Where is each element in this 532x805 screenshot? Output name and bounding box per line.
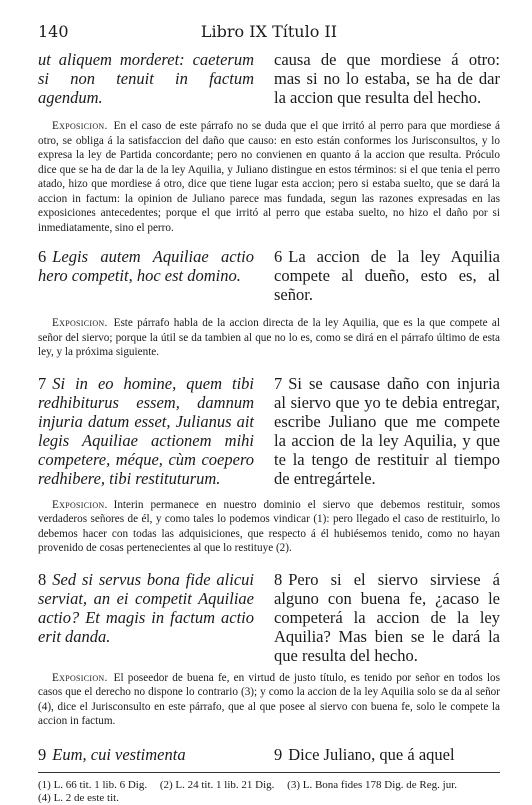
page-number: 140 <box>38 22 69 41</box>
spanish-text: Dice Juliano, que á aquel <box>288 744 455 764</box>
exposicion-text: El poseedor de buena fe, en virtud de justo título, es tenido por señor en todos los casos que el derecho no dispone lo contrario (3); y como la accion de la ley Aquilia solo se da al señor (4), dice el Jurisconsulto en este párrafo, que al que posee al siervo con buena fe, solo le compete la accion in factum. <box>38 671 500 727</box>
exposicion-paragraph <box>38 498 500 556</box>
latin-text: ut aliquem morderet: caeterum si non tenuit in factum agendum. <box>38 50 254 107</box>
section-number: 7 <box>274 373 283 393</box>
spanish-text: Si se causase daño con injuria al siervo que yo te debia entregar, escribe Juliano que me compete la accion de la ley Aquilia, y que te la tengo de restituir al tiempo de entregártele. <box>274 373 500 488</box>
exposicion-paragraph <box>38 316 500 360</box>
page <box>38 22 500 805</box>
exposicion-label: Exposicion. <box>52 671 108 684</box>
exposicion-text: Interin permanece en nuestro dominio el siervo que debemos restituir, somos verdaderos señores de él, y como tales lo podemos vindicar (1): pero llegado el caso de restituirlo, lo debemos hacer con todas las adquisiciones, que respecto á él hubiésemos tenido, como no hayan provenido de cosas pertenecientes al que lo restituye (2). <box>38 498 500 554</box>
exposicion-text: Este párrafo habla de la accion directa de la ley Aquilia, que es la que compete al señor del siervo; porque la útil se da tambien al que no lo es, como se dirá en el párrafo último de esta ley, y la próxima siguiente. <box>38 317 500 358</box>
header-title: Libro IX Título II <box>200 22 338 41</box>
section-number: 6 <box>274 247 283 266</box>
exposicion-paragraph <box>38 119 500 235</box>
section-number: 9 <box>38 744 47 764</box>
section-7 <box>38 374 500 556</box>
running-head <box>38 22 500 44</box>
section-number: 8 <box>274 569 283 589</box>
exposicion-paragraph <box>38 671 500 729</box>
footnotes <box>38 779 500 805</box>
footnote-rule <box>38 772 500 773</box>
exposicion-label: Exposicion. <box>52 498 108 511</box>
footnote: (1) L. 66 tit. 1 lib. 6 Dig. <box>38 778 148 791</box>
latin-text: Eum, cui vestimenta <box>52 744 186 764</box>
exposicion-text: En el caso de este párrafo no se duda que el que irritó al perro para que mordiese á otro, se obliga á la satisfaccion del daño que causo: en esto están conformes los Jurisconsultos, y lo expresa la ley de Partida concordante; pero no convienen en quanto á la accion que resulta. Próculo dice que se ha de dar la de la ley Aquilia, y Juliano distingue en estos términos: si el que tenia el perro atado, hizo que mordiese á otro, dice que tiene lugar esta accion; pero si estaba suelto, que se dará la accion in factum: la opinion de Juliano parece mas fundada, segun las razones expresadas en las exposiciones antecedentes; porque el que irritó al perro que estaba suelto, no hizo el daño por si inmediatamente, sino el perro. <box>38 120 500 234</box>
exposicion-label: Exposicion. <box>52 120 108 132</box>
section-6 <box>38 247 500 360</box>
section-number: 7 <box>38 373 47 393</box>
footnote: (2) L. 24 tit. 1 lib. 21 Dig. <box>159 778 275 791</box>
section-8 <box>38 570 500 729</box>
exposicion-label: Exposicion. <box>52 317 108 329</box>
latin-text: Si in eo homine, quem tibi redhibiturus essem, damnum injuria datum esset, Julianus ait legis Aquiliae actionem mihi competere, méque, cùm coepero redhibere, tibi restituturum. <box>38 373 254 488</box>
footnote: (4) L. 2 de este tit. <box>38 791 119 804</box>
section-number: 9 <box>274 744 283 764</box>
latin-text: Legis autem Aquiliae actio hero competit, hoc est domino. <box>38 247 254 285</box>
section-continuation <box>38 50 500 235</box>
spanish-text: Pero si el siervo sirviese á alguno con buena fe, ¿acaso le competerá la accion de la ley Aquilia? Mas bien se le dará la que resulta del hecho. <box>274 569 500 665</box>
spanish-text: La accion de la ley Aquilia compete al dueño, esto es, al señor. <box>274 247 500 304</box>
footnote: (3) L. Bona fides 178 Dig. de Reg. jur. <box>287 778 458 791</box>
section-number: 8 <box>38 569 47 589</box>
section-number: 6 <box>38 247 47 266</box>
latin-text: Sed si servus bona fide alicui serviat, an ei competit Aquiliae actio? Et magis in factum actio erit danda. <box>38 569 254 646</box>
section-9 <box>38 745 500 764</box>
spanish-text: causa de que mordiese á otro: mas si no lo estaba, se ha de dar la accion que resulta del hecho. <box>274 50 500 107</box>
